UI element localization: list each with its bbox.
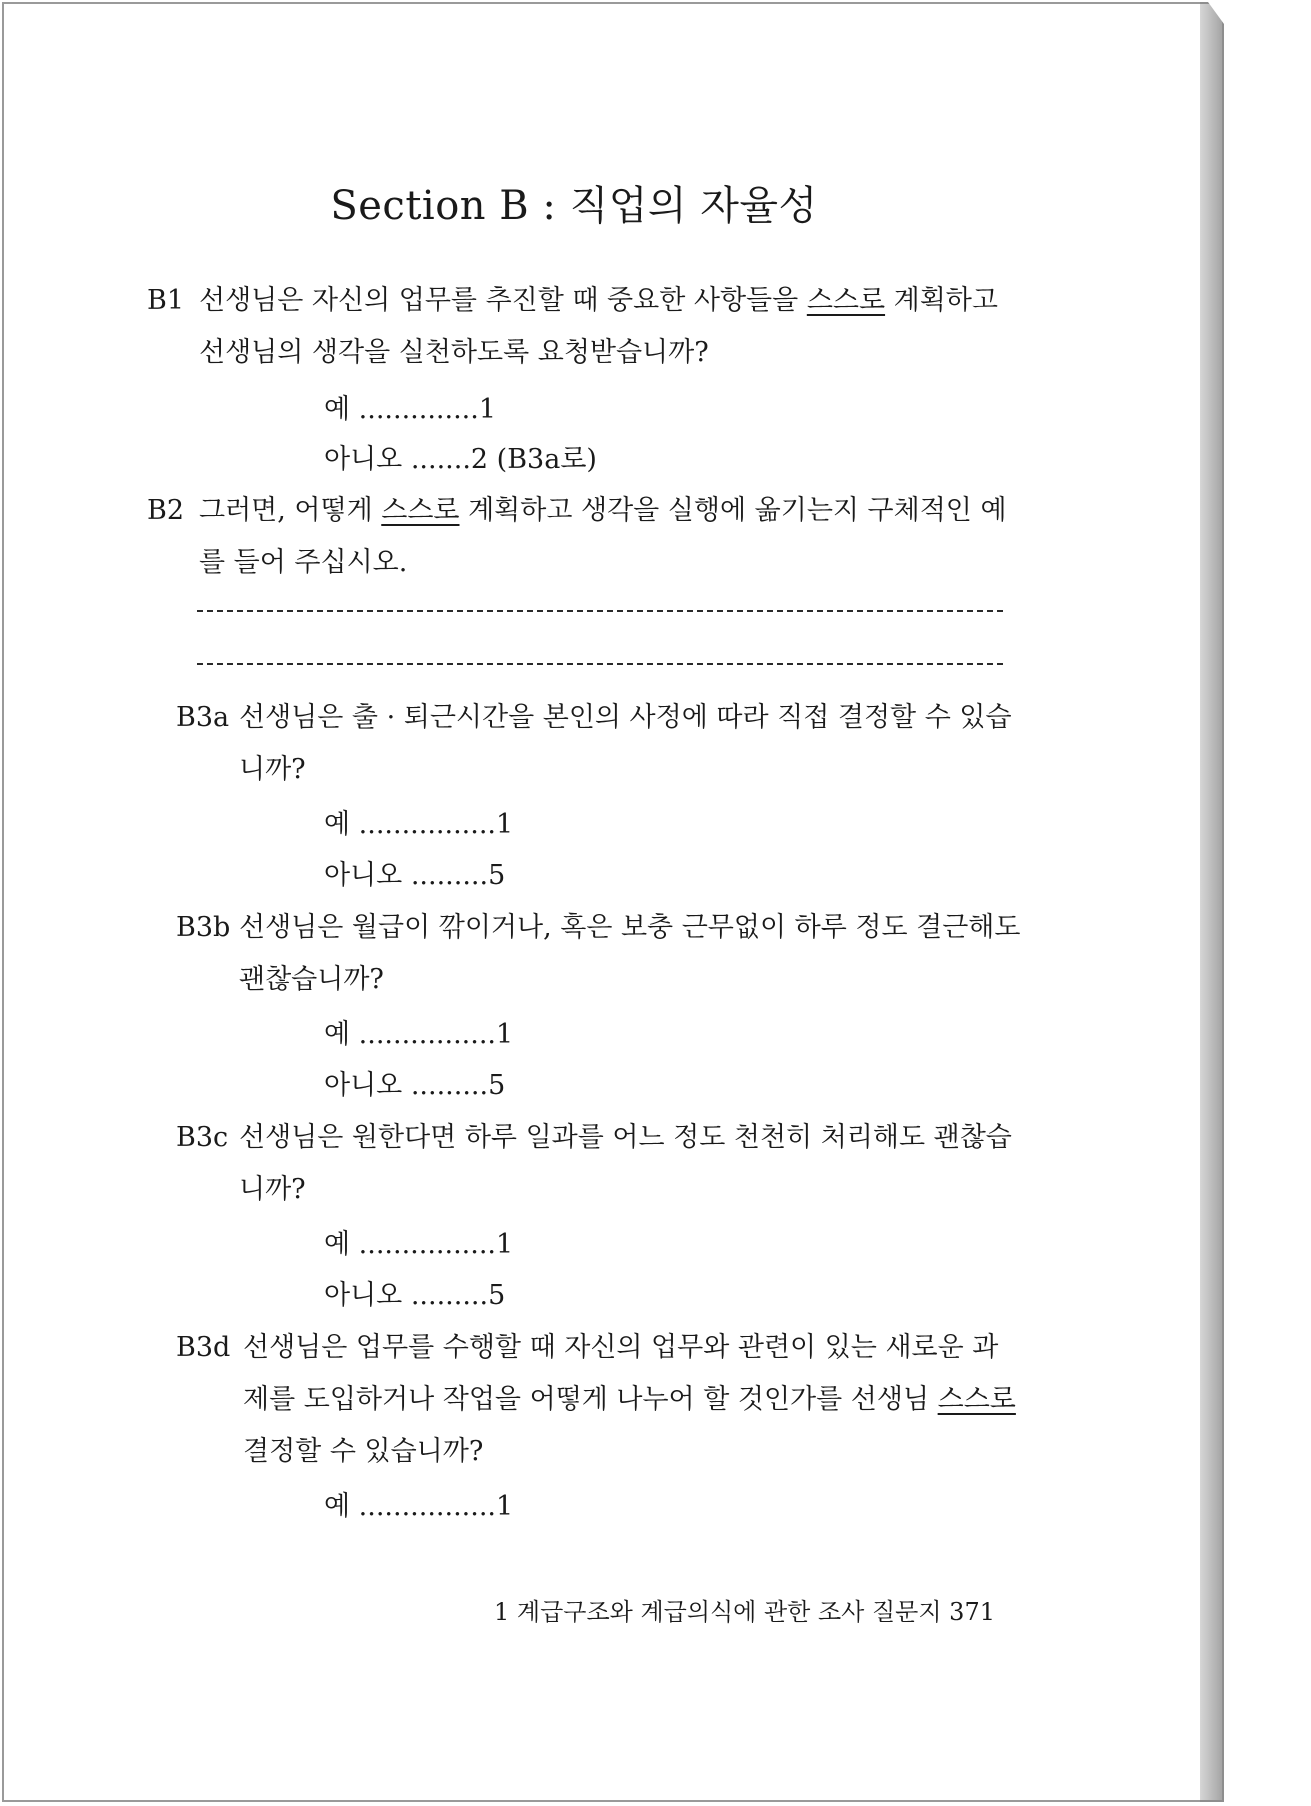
book-page-edge (1200, 2, 1224, 1802)
question-id: B3c (176, 1122, 229, 1153)
question-text-line: 선생님은 월급이 깎이거나, 혹은 보충 근무없이 하루 정도 결근해도 (239, 912, 1021, 943)
question-text-line: 제를 도입하거나 작업을 어떻게 나누어 할 것인가를 선생님 스스로 (243, 1384, 1016, 1415)
question-b3c (176, 1112, 1076, 1216)
question-text-line: 니까? (239, 754, 306, 785)
question-id: B2 (147, 495, 185, 526)
answer-option: 예 ................1 (324, 809, 514, 840)
question-id: B1 (147, 285, 185, 316)
question-text-line: 를 들어 주십시오. (199, 547, 408, 578)
question-id: B3a (176, 702, 230, 733)
answer-option: 예 ................1 (324, 1491, 514, 1522)
question-b3b (176, 902, 1076, 1006)
answer-option: 아니오 .........5 (324, 1280, 506, 1311)
question-id: B3d (176, 1332, 231, 1363)
question-text-line: 니까? (239, 1174, 306, 1205)
section-title: Section B : 직업의 자율성 (330, 183, 818, 229)
answer-option: 아니오 .......2 (B3a로) (324, 444, 597, 475)
question-text-line: 선생님은 업무를 수행할 때 자신의 업무와 관련이 있는 새로운 과 (243, 1332, 999, 1363)
page-footer: 1 계급구조와 계급의식에 관한 조사 질문지 371 (494, 1598, 995, 1626)
question-b3a (176, 692, 1076, 796)
question-text-line: 괜찮습니까? (239, 964, 384, 995)
question-b3d (176, 1322, 1076, 1478)
question-id: B3b (176, 912, 231, 943)
question-b1 (147, 275, 1047, 379)
book-page (2, 2, 1202, 1802)
underlined-word: 스스로 (381, 495, 460, 526)
question-text-line: 그러면, 어떻게 스스로 계획하고 생각을 실행에 옮기는지 구체적인 예 (199, 495, 1007, 526)
answer-blank-line (197, 663, 1003, 665)
answer-option: 예 ................1 (324, 1019, 514, 1050)
question-text-line: 선생님의 생각을 실천하도록 요청받습니까? (199, 337, 709, 368)
answer-option: 아니오 .........5 (324, 1070, 506, 1101)
question-b2 (147, 485, 1047, 589)
answer-option: 예 ................1 (324, 1229, 514, 1260)
question-text-line: 결정할 수 있습니까? (243, 1436, 484, 1467)
answer-option: 아니오 .........5 (324, 860, 506, 891)
answer-option: 예 ..............1 (324, 394, 496, 425)
underlined-word: 스스로 (806, 285, 886, 316)
underlined-word: 스스로 (937, 1384, 1016, 1415)
question-text-line: 선생님은 자신의 업무를 추진할 때 중요한 사항들을 스스로 계획하고 (199, 285, 998, 316)
answer-blank-line (197, 610, 1003, 612)
question-text-line: 선생님은 출 · 퇴근시간을 본인의 사정에 따라 직접 결정할 수 있습 (239, 702, 1012, 733)
question-text-line: 선생님은 원한다면 하루 일과를 어느 정도 천천히 처리해도 괜찮습 (239, 1122, 1012, 1153)
